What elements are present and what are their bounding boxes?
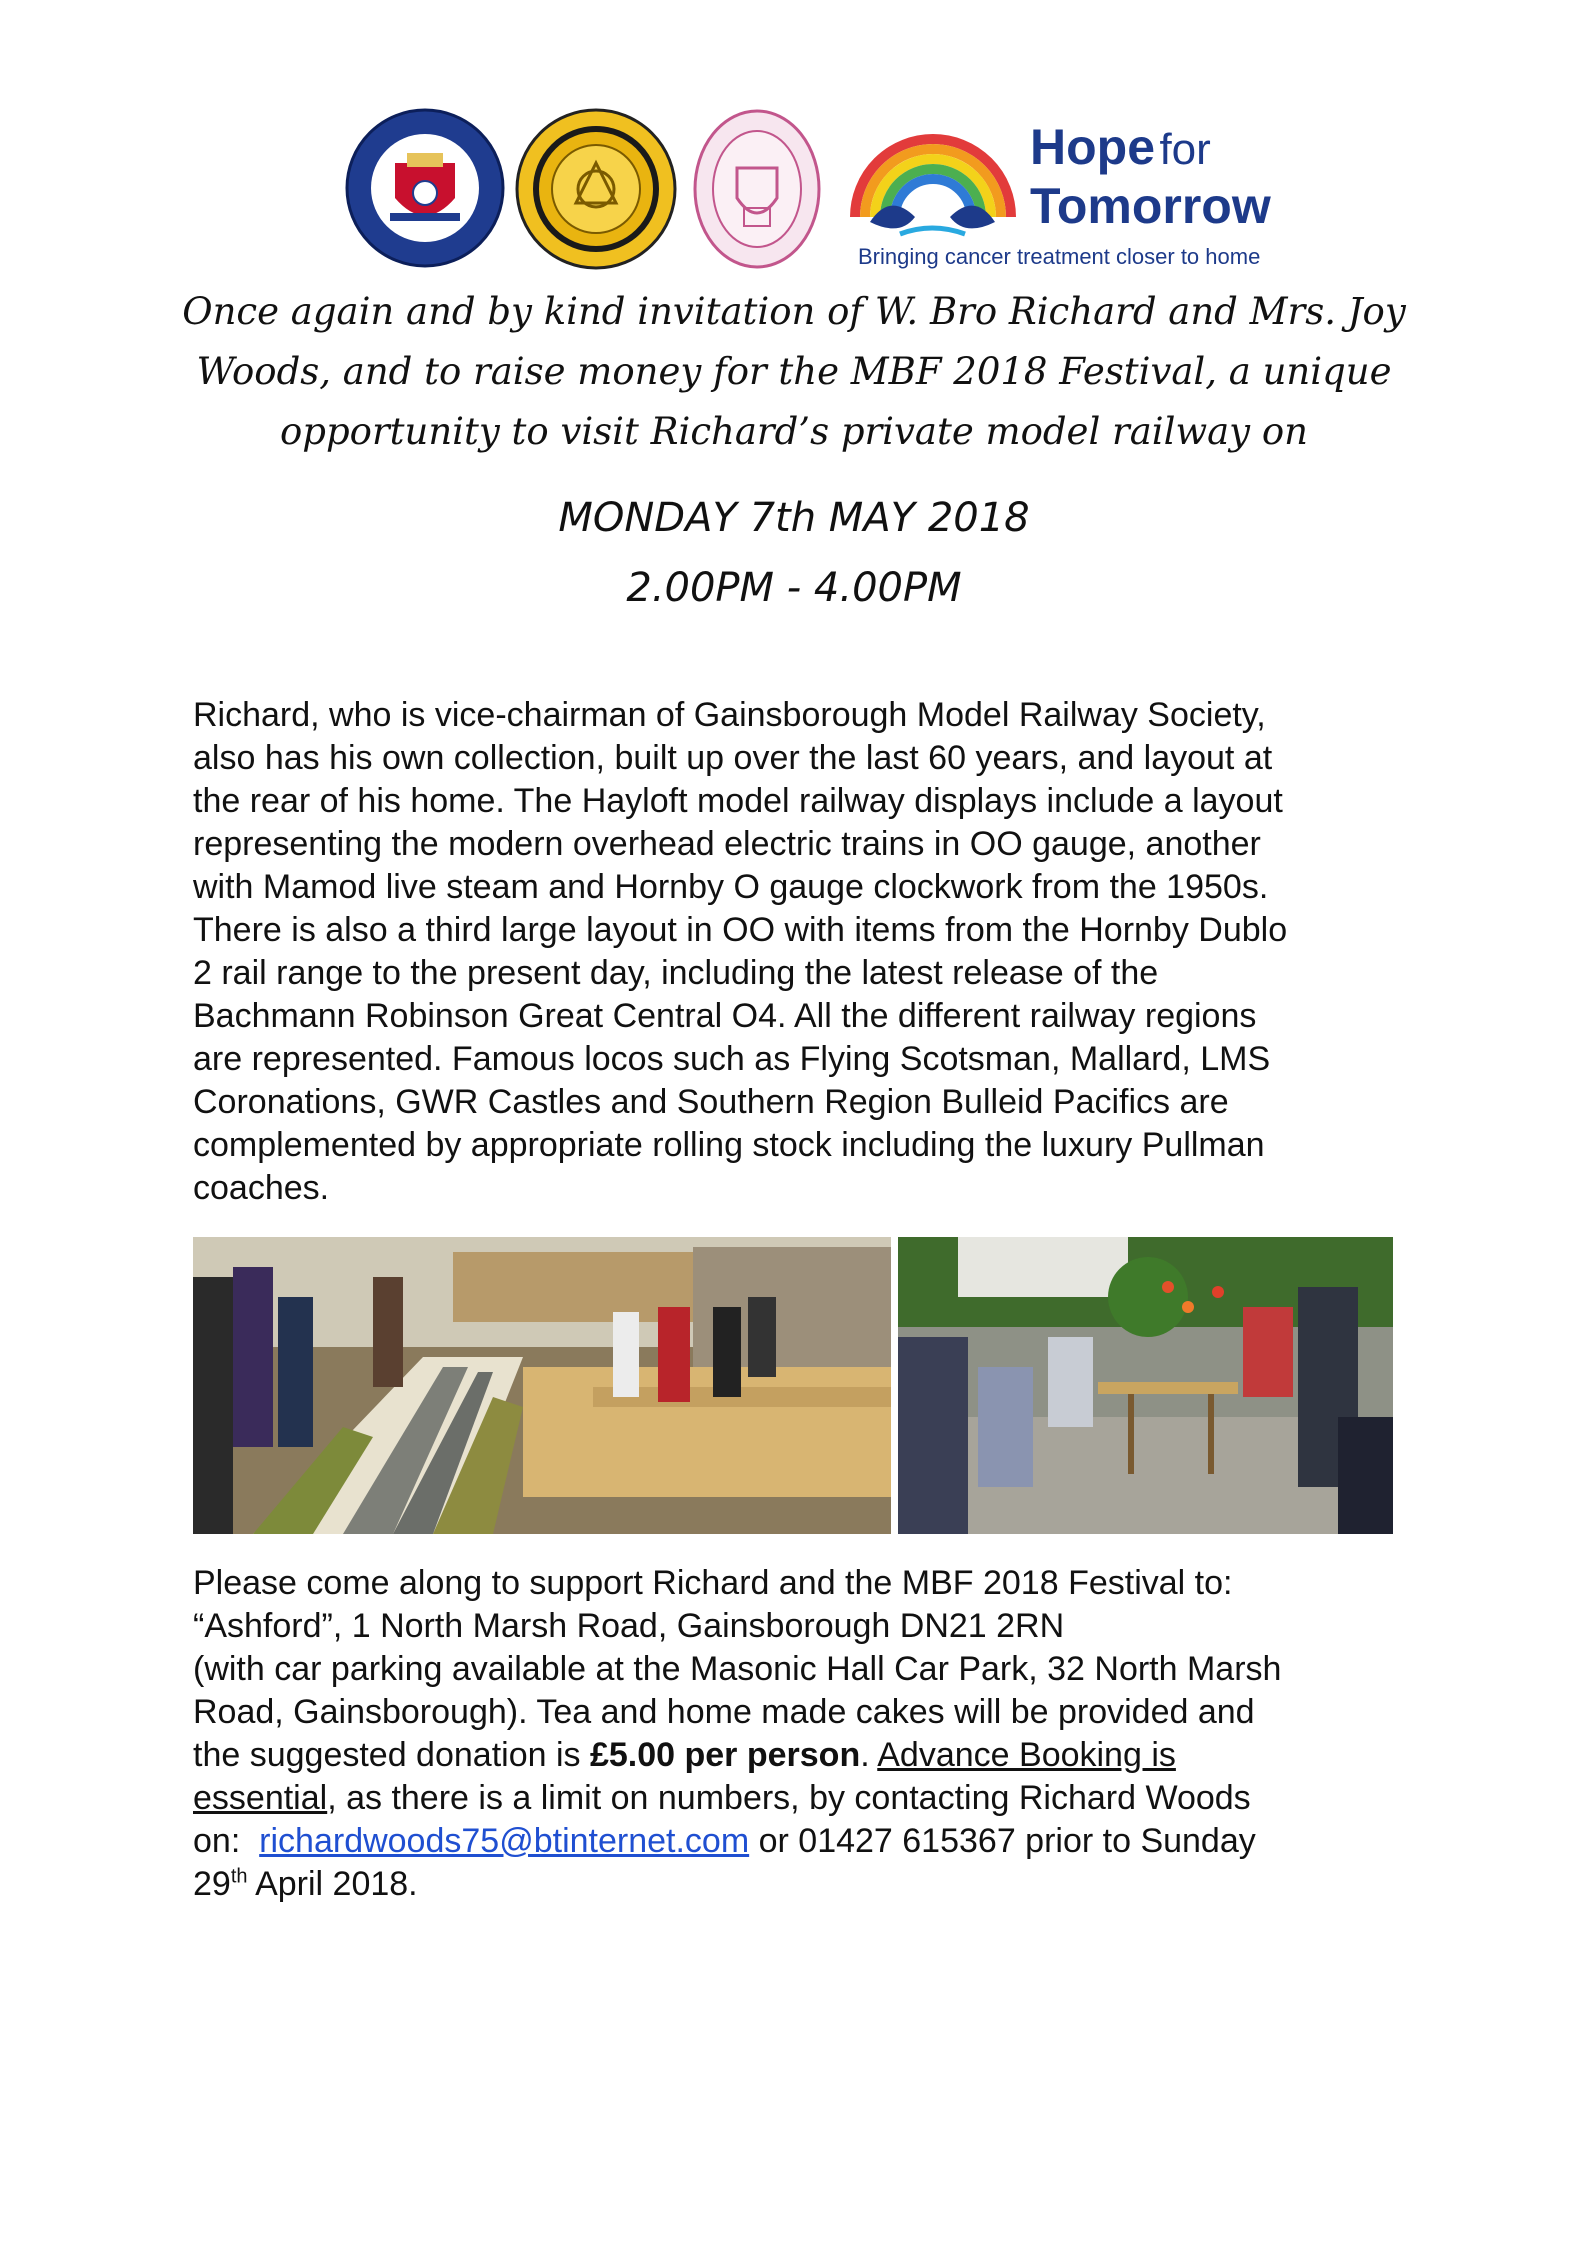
- advance-booking-text: Advance Booking is: [877, 1736, 1176, 1774]
- provincial-grand-lodge-logo: [692, 108, 822, 270]
- description-line: are represented. Famous locos such as Flying Scotsman, Mallard, LMS: [193, 1040, 1271, 1078]
- description-line: with Mamod live steam and Hornby O gauge clockwork from the 1950s.: [193, 868, 1269, 906]
- garden-tea-party-photo: [898, 1237, 1393, 1534]
- logo-row: [0, 100, 1588, 280]
- deadline-line: [193, 1863, 1423, 1906]
- deadline-day: 29: [193, 1865, 231, 1903]
- donation-sep: .: [860, 1736, 878, 1774]
- booking-line: [193, 1777, 1423, 1820]
- hope-tagline: Bringing cancer treatment closer to home: [858, 244, 1261, 269]
- phone-text: or 01427 615367 prior to Sunday: [749, 1822, 1256, 1860]
- donation-line: [193, 1734, 1423, 1777]
- deadline-rest: April 2018.: [247, 1865, 418, 1903]
- event-date: MONDAY 7th MAY 2018: [558, 495, 1030, 541]
- description-line: complemented by appropriate rolling stock including the luxury Pullman: [193, 1126, 1265, 1164]
- description-line: Coronations, GWR Castles and Southern Region Bulleid Pacifics are: [193, 1083, 1229, 1121]
- description-line: Richard, who is vice-chairman of Gainsborough Model Railway Society,: [193, 696, 1266, 734]
- model-railway-photo: [193, 1237, 891, 1534]
- hope-word: Hope: [1030, 119, 1155, 175]
- invitation-line-2: Woods, and to raise money for the MBF 2018 Festival, a unique: [196, 350, 1392, 393]
- essential-text: essential: [193, 1779, 328, 1817]
- parking-line: (with car parking available at the Masonic Hall Car Park, 32 North Marsh: [193, 1650, 1282, 1688]
- description-line: also has his own collection, built up over the last 60 years, and layout at: [193, 739, 1273, 777]
- donation-lead: the suggested donation is: [193, 1736, 590, 1774]
- description-line: coaches.: [193, 1169, 330, 1207]
- booking-rest: , as there is a limit on numbers, by contacting Richard Woods: [327, 1779, 1251, 1817]
- invitation-line-1: Once again and by kind invitation of W. Bro Richard and Mrs. Joy: [182, 290, 1406, 333]
- tomorrow-word: Tomorrow: [1030, 178, 1271, 234]
- description-paragraph: [193, 694, 1423, 1210]
- grand-lodge-mark-master-masons-logo: [345, 108, 505, 268]
- rainbow-icon: [840, 122, 1025, 242]
- email-link[interactable]: richardwoods75@btinternet.com: [259, 1822, 750, 1860]
- details-line-1: Please come along to support Richard and the MBF 2018 Festival to:: [193, 1564, 1233, 1602]
- details-paragraph: [193, 1562, 1423, 1906]
- event-time: 2.00PM - 4.00PM: [626, 565, 962, 611]
- donation-amount: £5.00 per person: [589, 1736, 861, 1774]
- hope-for-text: [1030, 119, 1211, 175]
- refreshments-line: Road, Gainsborough). Tea and home made cakes will be provided and: [193, 1693, 1255, 1731]
- contact-lead: on:: [193, 1822, 260, 1860]
- contact-line: [193, 1820, 1423, 1863]
- description-line: There is also a third large layout in OO with items from the Hornby Dublo: [193, 911, 1288, 949]
- for-word: for: [1159, 125, 1211, 174]
- description-line: the rear of his home. The Hayloft model railway displays include a layout: [193, 782, 1283, 820]
- description-line: representing the modern overhead electric trains in OO gauge, another: [193, 825, 1261, 863]
- hope-for-tomorrow-logo: [840, 119, 1271, 272]
- description-line: Bachmann Robinson Great Central O4. All the different railway regions: [193, 997, 1257, 1035]
- description-line: 2 rail range to the present day, including the latest release of the: [193, 954, 1159, 992]
- mark-benevolent-fund-logo: [515, 108, 677, 270]
- address-line: “Ashford”, 1 North Marsh Road, Gainsborough DN21 2RN: [193, 1607, 1065, 1645]
- deadline-suffix: th: [230, 1865, 248, 1888]
- invitation-line-3: opportunity to visit Richard’s private model railway on: [280, 410, 1308, 453]
